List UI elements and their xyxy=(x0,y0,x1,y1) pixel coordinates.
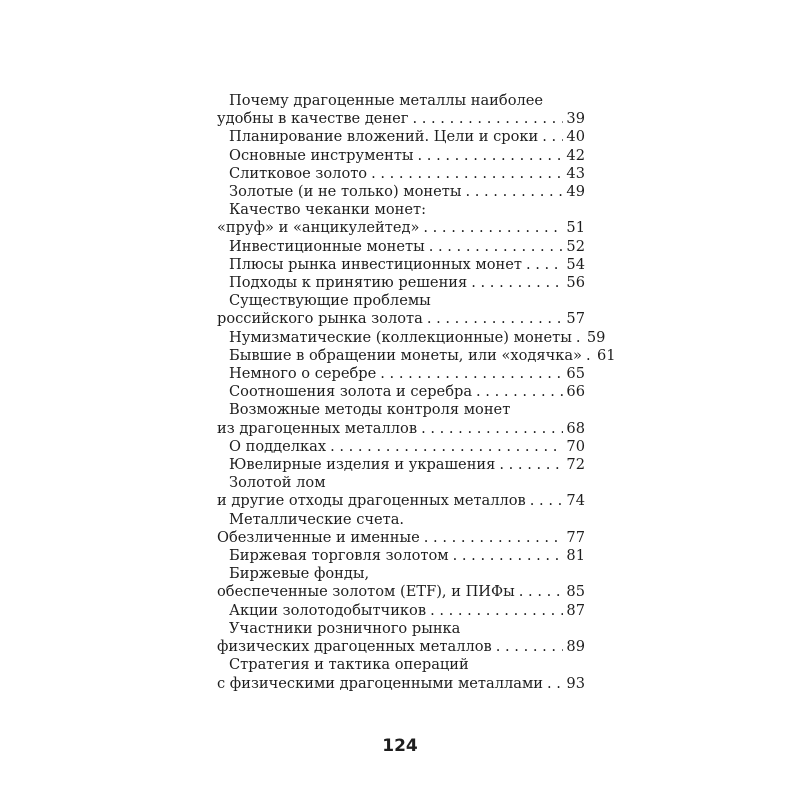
toc-page-number: 65 xyxy=(566,365,585,383)
toc-entry xyxy=(217,401,585,437)
toc-line xyxy=(217,183,585,201)
toc-entry xyxy=(217,656,585,692)
toc-page-number: 59 xyxy=(586,328,606,346)
toc-entry-title: Плюсы рынка инвестиционных монет xyxy=(229,255,522,273)
toc-entry xyxy=(217,128,585,146)
toc-entry xyxy=(217,183,585,201)
toc-line xyxy=(217,110,585,128)
toc-line xyxy=(217,583,585,601)
toc-line xyxy=(217,675,585,693)
page-number: 124 xyxy=(382,736,418,756)
toc-entry xyxy=(217,201,585,237)
toc-entry-title: из драгоценных металлов xyxy=(217,419,418,437)
toc-entry-title: Ювелирные изделия и украшения xyxy=(229,456,496,474)
toc-entry xyxy=(217,274,585,292)
toc-entry-title: Почему драгоценные металлы наиболее xyxy=(229,92,544,109)
toc-entry-title: с физическими драгоценными металлами xyxy=(217,674,544,692)
toc-line xyxy=(217,565,585,583)
toc-line xyxy=(217,383,585,401)
toc-line xyxy=(217,165,585,183)
toc-entry-title: Слитковое золото xyxy=(229,164,368,182)
toc-entry-title: физических драгоценных металлов xyxy=(217,638,492,656)
toc-line xyxy=(217,492,585,510)
toc-page-number: 57 xyxy=(566,310,585,328)
toc-line xyxy=(217,511,585,529)
table-of-contents xyxy=(217,92,616,693)
toc-entry-title: обеспеченные золотом (ETF), и ПИФы xyxy=(217,583,515,601)
toc-page-number: 77 xyxy=(566,528,585,546)
toc-entry-title: Инвестиционные монеты xyxy=(229,237,425,255)
toc-entry-title: Подходы к принятию решения xyxy=(229,274,468,292)
toc-entry xyxy=(217,238,585,256)
toc-entry-title: и другие отходы драгоценных металлов xyxy=(217,492,526,510)
dot-leader xyxy=(371,165,563,183)
dot-leader xyxy=(427,310,564,328)
dot-leader xyxy=(576,329,584,347)
dot-leader xyxy=(586,347,594,365)
toc-entry-title: «пруф» и «анцикулейтед» xyxy=(217,219,420,237)
toc-entry-title: Бывшие в обращении монеты, или «ходячка» xyxy=(229,346,582,364)
toc-entry-title: Нумизматические (коллекционные) монеты xyxy=(229,328,572,346)
toc-entry-title: О подделках xyxy=(229,437,327,455)
dot-leader xyxy=(496,638,564,656)
toc-entry-title: Биржевые фонды, xyxy=(229,565,370,583)
dot-leader xyxy=(429,238,564,256)
toc-entry-title: Качество чеканки монет: xyxy=(229,201,426,219)
toc-line xyxy=(217,292,585,310)
toc-page-number: 85 xyxy=(566,583,585,601)
dot-leader xyxy=(542,128,563,146)
toc-entry-title: Участники розничного рынка xyxy=(229,619,461,637)
toc-line xyxy=(217,602,585,620)
toc-entry xyxy=(217,474,585,510)
toc-line xyxy=(217,201,585,219)
toc-page-number: 61 xyxy=(597,346,616,364)
toc-entry xyxy=(217,456,585,474)
dot-leader xyxy=(430,602,563,620)
toc-entry-title: Планирование вложений. Цели и сроки xyxy=(229,128,539,146)
toc-page-number: 52 xyxy=(566,237,585,255)
toc-line xyxy=(217,401,585,419)
toc-page-number: 42 xyxy=(566,146,585,164)
toc-line xyxy=(217,638,585,656)
toc-entry xyxy=(217,346,616,365)
toc-entry xyxy=(217,438,585,456)
toc-line xyxy=(217,365,585,383)
toc-line xyxy=(217,456,585,474)
toc-entry-title: Возможные методы контроля монет xyxy=(229,401,511,419)
toc-entry-title: Основные инструменты xyxy=(229,146,414,164)
toc-page-number: 54 xyxy=(566,255,585,273)
toc-entry xyxy=(217,165,585,183)
toc-line xyxy=(217,274,585,292)
toc-entry-title: Металлические счета. xyxy=(229,510,405,528)
toc-line xyxy=(217,438,585,456)
toc-entry-title: Стратегия и тактика операций xyxy=(229,656,469,674)
toc-line xyxy=(217,474,585,492)
toc-entry-title: Акции золотодобытчиков xyxy=(229,601,427,619)
toc-entry xyxy=(217,92,585,128)
toc-page-number: 66 xyxy=(566,383,585,401)
toc-entry xyxy=(217,511,585,547)
toc-page-number: 72 xyxy=(566,456,585,474)
dot-leader xyxy=(380,365,563,383)
toc-line xyxy=(217,92,585,110)
toc-page-number: 68 xyxy=(566,419,585,437)
toc-line xyxy=(217,238,585,256)
toc-line xyxy=(217,529,585,547)
toc-page-number: 40 xyxy=(566,128,585,146)
toc-entry-title: удобны в качестве денег xyxy=(217,110,409,128)
dot-leader xyxy=(453,547,564,565)
dot-leader xyxy=(526,256,563,274)
toc-page-number: 87 xyxy=(566,601,585,619)
toc-entry-title: Соотношения золота и серебра xyxy=(229,383,473,401)
toc-entry-title: Золотой лом xyxy=(229,474,326,492)
toc-page-number: 81 xyxy=(566,547,585,565)
dot-leader xyxy=(424,529,564,547)
toc-page-number: 70 xyxy=(566,437,585,455)
toc-entry xyxy=(217,383,585,401)
toc-line xyxy=(217,420,585,438)
toc-entry-title: Биржевая торговля золотом xyxy=(229,547,449,565)
toc-entry-title: российского рынка золота xyxy=(217,310,423,328)
toc-entry xyxy=(217,565,585,601)
toc-page-number: 51 xyxy=(566,219,585,237)
dot-leader xyxy=(519,583,564,601)
dot-leader xyxy=(421,420,563,438)
toc-line xyxy=(217,328,606,347)
toc-entry xyxy=(217,547,585,565)
toc-line xyxy=(217,547,585,565)
dot-leader xyxy=(547,675,563,693)
toc-line xyxy=(217,310,585,328)
toc-entry xyxy=(217,292,585,328)
dot-leader xyxy=(418,147,564,165)
dot-leader xyxy=(476,383,563,401)
toc-entry xyxy=(217,256,585,274)
dot-leader xyxy=(330,438,563,456)
toc-line xyxy=(217,128,585,146)
toc-page-number: 74 xyxy=(566,492,585,510)
toc-entry-title: Золотые (и не только) монеты xyxy=(229,183,462,201)
dot-leader xyxy=(465,183,563,201)
toc-entry-title: Существующие проблемы xyxy=(229,292,431,310)
toc-entry-title: Обезличенные и именные xyxy=(217,528,420,546)
dot-leader xyxy=(423,219,563,237)
toc-line xyxy=(217,147,585,165)
toc-page-number: 43 xyxy=(566,164,585,182)
dot-leader xyxy=(412,110,563,128)
toc-page-number: 89 xyxy=(566,638,585,656)
dot-leader xyxy=(499,456,563,474)
toc-line xyxy=(217,656,585,674)
toc-entry-title: Немного о серебре xyxy=(229,365,377,383)
toc-entry xyxy=(217,365,585,383)
toc-line xyxy=(217,219,585,237)
dot-leader xyxy=(530,492,564,510)
toc-line xyxy=(217,620,585,638)
toc-line xyxy=(217,346,616,365)
toc-page-number: 93 xyxy=(566,674,585,692)
toc-page-number: 49 xyxy=(566,183,585,201)
dot-leader xyxy=(471,274,563,292)
toc-line xyxy=(217,256,585,274)
toc-entry xyxy=(217,328,606,347)
toc-entry xyxy=(217,602,585,620)
toc-entry xyxy=(217,147,585,165)
toc-page-number: 39 xyxy=(566,110,585,128)
toc-page-number: 56 xyxy=(566,274,585,292)
toc-entry xyxy=(217,620,585,656)
